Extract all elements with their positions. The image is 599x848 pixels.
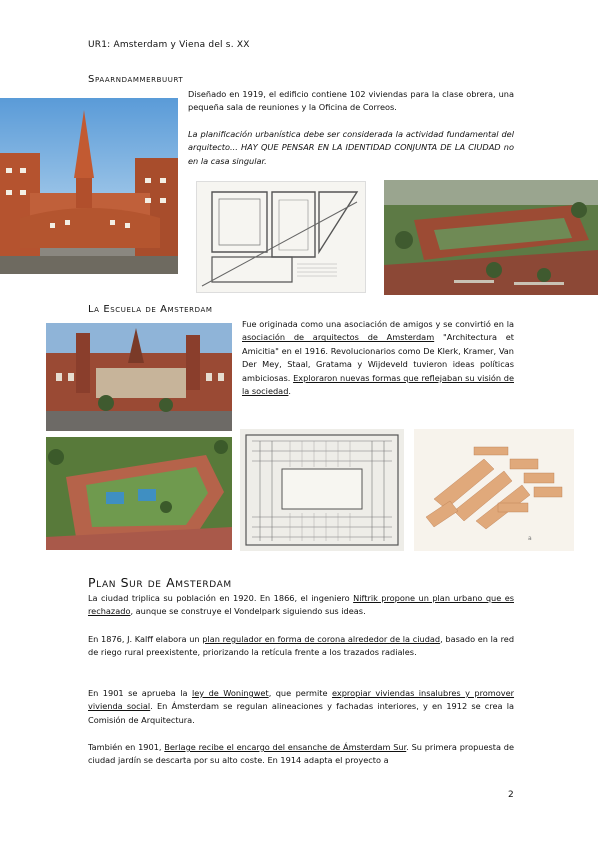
link-ley-woningwet[interactable]: ley de Woningwet	[192, 688, 269, 698]
section-heading-spaarndammerbuurt: Spaarndammerbuurt	[88, 74, 184, 85]
link-niftrik-plan[interactable]: Niftrik propone un plan urbano que es rechazado	[88, 593, 514, 617]
page-number: 2	[508, 790, 514, 800]
section3-paragraph-4: También en 1901, Berlage recibe el encargo del ensanche de Ámsterdam Sur. Su primera propuesta de ciudad jardín se descarta por su alto coste. En 1914 adapta el proyecto a	[88, 742, 514, 766]
section2-paragraph: Fue originada como una asociación de amigos y se convirtió en la asociación de arquitectos de Amsterdam "Architectura et Amicitia" en el 1916. Revolucionarios como De Klerk, Kramer, Van Der Mey, Staal, Gratama y Wijdeveld tuvieron ideas políticas ambiciosas. Exploraron nuevas formas que reflejaban su visión de la sociedad.	[242, 319, 514, 397]
link-asociacion-arquitectos[interactable]: asociación de arquitectos de Amsterdam	[242, 332, 435, 343]
link-nuevas-formas[interactable]: Exploraron nuevas formas que reflejaban su visión de la sociedad	[242, 372, 514, 397]
link-plan-regulador[interactable]: plan regulador en forma de corona alrededor de la ciudad	[202, 634, 441, 644]
photo-de-dageraad-street	[46, 323, 232, 431]
photo-het-schip-tower	[0, 98, 178, 274]
page-header: UR1: Amsterdam y Viena del s. XX	[88, 40, 250, 50]
section1-quote: La planificación urbanística debe ser considerada la actividad fundamental del arquitecto... HAY QUE PENSAR EN LA IDENTIDAD CONJUNTA DE LA CIUDAD no en la casa singular.	[188, 129, 514, 166]
site-plan-drawing	[196, 181, 366, 293]
link-berlage-encargo[interactable]: Berlage recibe el encargo del ensanche de Ámsterdam Sur	[164, 742, 407, 752]
section3-paragraph-2: En 1876, J. Kalff elabora un plan regulador en forma de corona alrededor de la ciudad, basado en la red de riego rural preexistente, priorizando la retícula frente a los trazados radiales.	[88, 634, 515, 658]
link-expropiar-viviendas[interactable]: expropiar viviendas insalubres y promover vivienda social	[88, 688, 515, 712]
urban-plan-sketch	[414, 429, 574, 551]
section3-paragraph-3: En 1901 se aprueba la ley de Woningwet, que permite expropiar viviendas insalubres y promover vivienda social. En Ámsterdam se regulan alineaciones y fachadas interiores, y en 1912 se crea la Comisión de Arquitectura.	[88, 688, 515, 725]
aerial-photo-housing-block	[46, 437, 232, 550]
plan-label: a	[528, 535, 532, 542]
section-heading-plan-sur: Plan Sur de Amsterdam	[88, 575, 232, 590]
section3-paragraph-1: La ciudad triplica su población en 1920. En 1866, el ingeniero Niftrik propone un plan urbano que es rechazado, aunque se construye el Vondelpark siguiendo sus ideas.	[88, 593, 514, 617]
section-heading-escuela-amsterdam: La Escuela de Amsterdam	[88, 304, 213, 315]
section1-paragraph-1: Diseñado en 1919, el edificio contiene 102 viviendas para la clase obrera, una pequeña sala de reuniones y la Oficina de Correos.	[188, 89, 514, 113]
floor-plan-drawing	[240, 429, 404, 551]
aerial-photo-spaarndammerbuurt	[384, 180, 598, 295]
